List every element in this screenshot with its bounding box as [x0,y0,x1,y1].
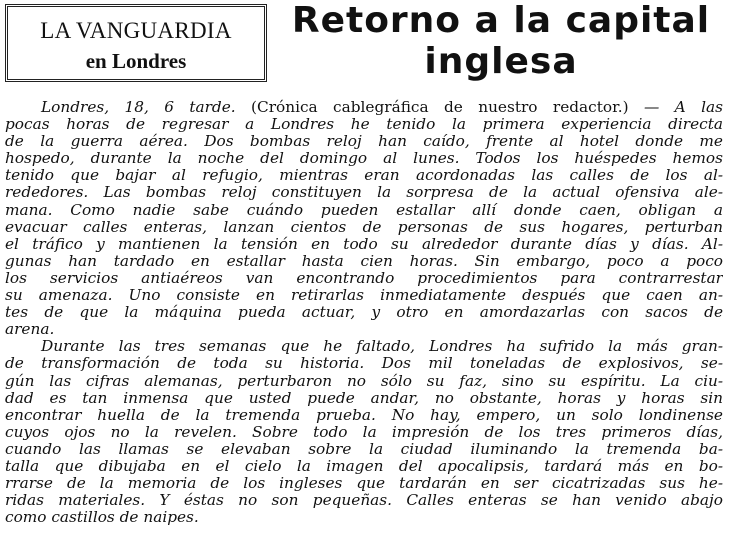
article-line: tes de que la máquina pueda actuar, y otro en amordazarlas con sacos de [5,304,723,322]
article-body [5,99,723,526]
article-line: gún las cifras alemanas, perturbaron no sólo su faz, sino su espíritu. La ciu- [5,372,723,390]
dateline: Londres, 18, 6 tarde. [41,99,236,116]
article-headline [272,0,730,82]
masthead-name: LA VANGUARDIA [40,18,232,43]
headline-line-2: inglesa [424,41,578,82]
article-line: hospedo, durante la noche del domingo al lunes. Todos los huéspedes hemos [5,150,723,168]
article-line: encontrar huella de la tremenda prueba. No hay, empero, un solo londinense [5,406,723,424]
article-line: rrarse de la memoria de los ingleses que tardarán en ser cicatrizadas sus he- [5,475,723,493]
article-line: cuando las llamas se elevaban sobre la ciudad iluminando la tremenda ba- [5,440,723,458]
article-line: ridas materiales. Y éstas no son pequeñas. Calles enteras se han venido abajo [5,492,723,510]
article-line: cuyos ojos no la revelen. Sobre todo la impresión de los tres primeros días, [5,423,723,441]
article-line: dad es tan inmensa que usted puede andar, no obstante, horas y horas sin [5,389,723,407]
article-line: rededores. Las bombas reloj constituyen la sorpresa de la actual ofensiva ale- [5,184,723,202]
article-line: pocas horas de regresar a Londres he tenido la primera experiencia directa [5,116,723,134]
masthead-city: en Londres [85,49,187,73]
article-line: evacuar calles enteras, lanzan cientos de personas de sus hogares, perturban [5,218,723,236]
article-line: gunas han tardado en estallar hasta cien horas. Sin embargo, poco a poco [5,252,723,270]
article-line: el tráfico y mantienen la tensión en todo su alrededor durante días y días. Al- [5,235,723,253]
article-line: arena. [5,321,55,339]
article-line: su amenaza. Uno consiste en retirarlas inmediatamente después que caen an- [5,287,723,305]
article-first-line [5,99,723,116]
article-line: Durante las tres semanas que he faltado, Londres ha sufrido la más gran- [41,338,723,356]
article-line: tenido que bajar al refugio, mientras eran acordonadas las calles de los al- [5,167,723,185]
article-line: — A las [643,99,723,116]
article-line: de transformación de toda su historia. Dos mil toneladas de explosivos, se- [5,355,723,373]
article-line: talla que dibujaba en el cielo la imagen del apocalipsis, tardará más en bo- [5,457,723,475]
article-line: los servicios antiaéreos van encontrando procedimientos para contrarrestar [5,269,723,287]
credit: (Crónica cablegráfica de nuestro redactor.) [251,99,629,116]
article-line: como castillos de naipes. [5,509,199,527]
masthead-box [5,4,267,82]
headline-line-1: Retorno a la capital [291,0,711,41]
article-line: mana. Como nadie sabe cuándo pueden estallar allí donde caen, obligan a [5,201,723,219]
article-line: de la guerra aérea. Dos bombas reloj han caído, frente al hotel donde me [5,133,723,151]
